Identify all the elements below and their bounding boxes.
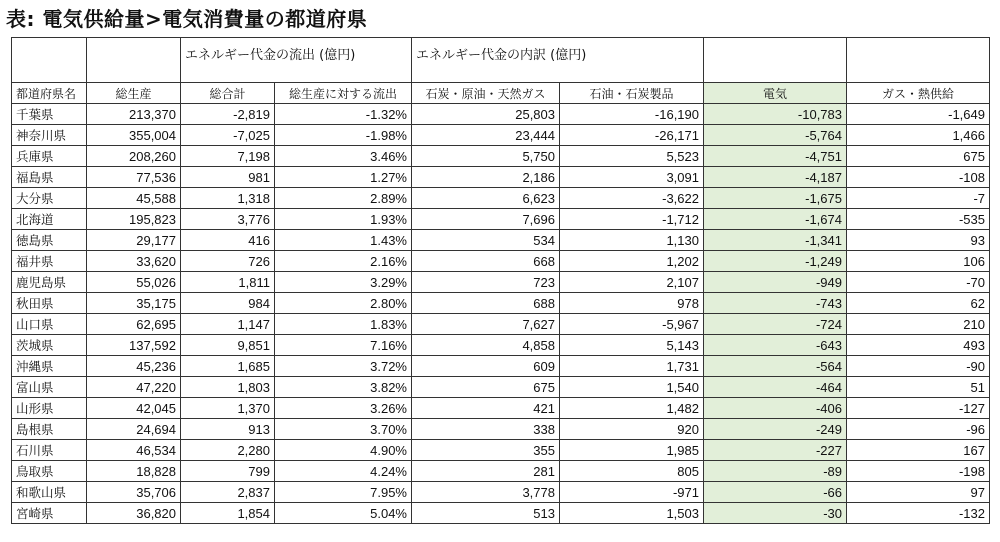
table-cell: 4.24% <box>275 461 412 482</box>
table-cell: 338 <box>412 419 560 440</box>
table-cell: 1.43% <box>275 230 412 251</box>
table-cell: -4,187 <box>704 167 847 188</box>
table-cell: 981 <box>181 167 275 188</box>
table-cell: 609 <box>412 356 560 377</box>
prefecture-name-cell: 鳥取県 <box>12 461 87 482</box>
table-row <box>12 167 990 188</box>
table-cell: 5,143 <box>560 335 704 356</box>
table-cell: 920 <box>560 419 704 440</box>
table-cell: 208,260 <box>87 146 181 167</box>
table-cell: -249 <box>704 419 847 440</box>
table-cell: -90 <box>847 356 990 377</box>
table-cell: 47,220 <box>87 377 181 398</box>
table-cell: -96 <box>847 419 990 440</box>
table-cell: 62,695 <box>87 314 181 335</box>
prefecture-name-cell: 沖縄県 <box>12 356 87 377</box>
table-cell: 97 <box>847 482 990 503</box>
prefecture-name-cell: 和歌山県 <box>12 482 87 503</box>
table-cell: -1.32% <box>275 104 412 125</box>
table-cell: -127 <box>847 398 990 419</box>
table-cell: 3.70% <box>275 419 412 440</box>
prefecture-name-cell: 福井県 <box>12 251 87 272</box>
prefecture-name-cell: 神奈川県 <box>12 125 87 146</box>
table-cell: 55,026 <box>87 272 181 293</box>
table-cell: 3.46% <box>275 146 412 167</box>
table-cell: 2.89% <box>275 188 412 209</box>
table-cell: 3,776 <box>181 209 275 230</box>
table-cell: 1,482 <box>560 398 704 419</box>
table-cell: 1,985 <box>560 440 704 461</box>
table-cell: 3,778 <box>412 482 560 503</box>
table-cell: 675 <box>847 146 990 167</box>
table-cell: -564 <box>704 356 847 377</box>
table-cell: 726 <box>181 251 275 272</box>
table-cell: 805 <box>560 461 704 482</box>
table-cell: -5,764 <box>704 125 847 146</box>
table-cell: 24,694 <box>87 419 181 440</box>
table-cell: -3,622 <box>560 188 704 209</box>
prefecture-energy-table <box>11 37 990 524</box>
prefecture-name-cell: 島根県 <box>12 419 87 440</box>
prefecture-name-cell: 徳島県 <box>12 230 87 251</box>
prefecture-name-cell: 宮崎県 <box>12 503 87 524</box>
table-cell: -1,341 <box>704 230 847 251</box>
table-cell: -2,819 <box>181 104 275 125</box>
table-row <box>12 209 990 230</box>
table-cell: -643 <box>704 335 847 356</box>
table-cell: 978 <box>560 293 704 314</box>
table-row <box>12 440 990 461</box>
table-cell: 7.16% <box>275 335 412 356</box>
group-header-row <box>12 38 990 83</box>
table-cell: 3,091 <box>560 167 704 188</box>
prefecture-name-cell: 北海道 <box>12 209 87 230</box>
table-cell: 1,318 <box>181 188 275 209</box>
table-row <box>12 188 990 209</box>
table-cell: -1.98% <box>275 125 412 146</box>
table-cell: 416 <box>181 230 275 251</box>
table-cell: 7,696 <box>412 209 560 230</box>
table-cell: -535 <box>847 209 990 230</box>
table-cell: 42,045 <box>87 398 181 419</box>
table-cell: 1,130 <box>560 230 704 251</box>
table-cell: 281 <box>412 461 560 482</box>
table-cell: 2.80% <box>275 293 412 314</box>
table-cell: -26,171 <box>560 125 704 146</box>
table-cell: 210 <box>847 314 990 335</box>
column-header: 電気 <box>704 83 847 104</box>
table-cell: 675 <box>412 377 560 398</box>
table-row <box>12 104 990 125</box>
table-cell: 1.27% <box>275 167 412 188</box>
table-cell: 534 <box>412 230 560 251</box>
table-cell: 25,803 <box>412 104 560 125</box>
table-cell: 35,706 <box>87 482 181 503</box>
table-cell: -5,967 <box>560 314 704 335</box>
table-cell: 355,004 <box>87 125 181 146</box>
table-cell: -7,025 <box>181 125 275 146</box>
table-row <box>12 293 990 314</box>
table-cell: -464 <box>704 377 847 398</box>
table-cell: 421 <box>412 398 560 419</box>
table-cell: 213,370 <box>87 104 181 125</box>
table-cell: 2,837 <box>181 482 275 503</box>
table-cell: 106 <box>847 251 990 272</box>
table-row <box>12 461 990 482</box>
table-cell: 195,823 <box>87 209 181 230</box>
page-title: 表: 電気供給量>電気消費量の都道府県 <box>6 7 368 31</box>
prefecture-name-cell: 千葉県 <box>12 104 87 125</box>
table-cell: 1,147 <box>181 314 275 335</box>
table-cell: 1,811 <box>181 272 275 293</box>
table-cell: 7.95% <box>275 482 412 503</box>
table-row <box>12 398 990 419</box>
table-cell: 5,750 <box>412 146 560 167</box>
table-cell: -743 <box>704 293 847 314</box>
table-cell: 51 <box>847 377 990 398</box>
column-header: ガス・熱供給 <box>847 83 990 104</box>
table-cell: 1,370 <box>181 398 275 419</box>
column-header: 石炭・原油・天然ガス <box>412 83 560 104</box>
column-header: 総生産に対する流出 <box>275 83 412 104</box>
table-cell: 1,466 <box>847 125 990 146</box>
table-cell: 29,177 <box>87 230 181 251</box>
table-cell: 355 <box>412 440 560 461</box>
table-cell: 1,540 <box>560 377 704 398</box>
table-cell: 137,592 <box>87 335 181 356</box>
prefecture-name-cell: 山形県 <box>12 398 87 419</box>
group-header-breakdown: エネルギー代金の内訳 (億円) <box>412 38 704 83</box>
table-cell: 36,820 <box>87 503 181 524</box>
table-cell: -66 <box>704 482 847 503</box>
table-cell: 2,107 <box>560 272 704 293</box>
table-cell: 62 <box>847 293 990 314</box>
table-cell: 2.16% <box>275 251 412 272</box>
table-row <box>12 419 990 440</box>
table-cell: -30 <box>704 503 847 524</box>
table-cell: -70 <box>847 272 990 293</box>
table-cell: 1.93% <box>275 209 412 230</box>
column-header: 都道府県名 <box>12 83 87 104</box>
table-cell: 46,534 <box>87 440 181 461</box>
prefecture-name-cell: 福島県 <box>12 167 87 188</box>
table-cell: 77,536 <box>87 167 181 188</box>
table-row <box>12 146 990 167</box>
table-cell: 18,828 <box>87 461 181 482</box>
table-cell: 6,623 <box>412 188 560 209</box>
prefecture-name-cell: 鹿児島県 <box>12 272 87 293</box>
table-cell: 23,444 <box>412 125 560 146</box>
table-cell: 33,620 <box>87 251 181 272</box>
table-cell: -1,675 <box>704 188 847 209</box>
column-header-row <box>12 83 990 104</box>
table-row <box>12 251 990 272</box>
prefecture-name-cell: 山口県 <box>12 314 87 335</box>
table-row <box>12 125 990 146</box>
group-header-empty-3 <box>704 38 847 83</box>
table-cell: 1.83% <box>275 314 412 335</box>
table-cell: -89 <box>704 461 847 482</box>
table-cell: 688 <box>412 293 560 314</box>
group-header-empty-2 <box>87 38 181 83</box>
table-row <box>12 356 990 377</box>
table-cell: 7,198 <box>181 146 275 167</box>
table-cell: -227 <box>704 440 847 461</box>
table-cell: -949 <box>704 272 847 293</box>
table-cell: -1,674 <box>704 209 847 230</box>
table-cell: 799 <box>181 461 275 482</box>
table-cell: 167 <box>847 440 990 461</box>
table-cell: 3.82% <box>275 377 412 398</box>
table-cell: -7 <box>847 188 990 209</box>
table-cell: 5,523 <box>560 146 704 167</box>
table-cell: 513 <box>412 503 560 524</box>
table-row <box>12 314 990 335</box>
table-row <box>12 503 990 524</box>
column-header: 石油・石炭製品 <box>560 83 704 104</box>
table-row <box>12 482 990 503</box>
prefecture-name-cell: 大分県 <box>12 188 87 209</box>
table-cell: 45,588 <box>87 188 181 209</box>
table-row <box>12 272 990 293</box>
table-cell: 3.29% <box>275 272 412 293</box>
table-cell: 2,280 <box>181 440 275 461</box>
table-cell: -971 <box>560 482 704 503</box>
column-header: 総生産 <box>87 83 181 104</box>
table-cell: -10,783 <box>704 104 847 125</box>
prefecture-name-cell: 茨城県 <box>12 335 87 356</box>
table-cell: 1,731 <box>560 356 704 377</box>
table-cell: 3.26% <box>275 398 412 419</box>
table-cell: 1,803 <box>181 377 275 398</box>
table-cell: 493 <box>847 335 990 356</box>
prefecture-name-cell: 兵庫県 <box>12 146 87 167</box>
prefecture-name-cell: 秋田県 <box>12 293 87 314</box>
table-cell: 984 <box>181 293 275 314</box>
table-cell: -1,649 <box>847 104 990 125</box>
table-cell: 1,503 <box>560 503 704 524</box>
table-cell: -4,751 <box>704 146 847 167</box>
group-header-outflow: エネルギー代金の流出 (億円) <box>181 38 412 83</box>
table-cell: -132 <box>847 503 990 524</box>
table-row <box>12 230 990 251</box>
table-cell: 668 <box>412 251 560 272</box>
table-cell: 4,858 <box>412 335 560 356</box>
column-header: 総合計 <box>181 83 275 104</box>
group-header-empty-4 <box>847 38 990 83</box>
table-cell: -198 <box>847 461 990 482</box>
table-cell: 3.72% <box>275 356 412 377</box>
table-cell: -108 <box>847 167 990 188</box>
table-cell: 1,202 <box>560 251 704 272</box>
table-cell: -406 <box>704 398 847 419</box>
table-row <box>12 335 990 356</box>
table-cell: -1,712 <box>560 209 704 230</box>
table-cell: 35,175 <box>87 293 181 314</box>
prefecture-name-cell: 石川県 <box>12 440 87 461</box>
table-cell: 2,186 <box>412 167 560 188</box>
group-header-empty-1 <box>12 38 87 83</box>
table-cell: 9,851 <box>181 335 275 356</box>
prefecture-name-cell: 富山県 <box>12 377 87 398</box>
table-cell: 4.90% <box>275 440 412 461</box>
table-cell: -16,190 <box>560 104 704 125</box>
table-cell: 1,854 <box>181 503 275 524</box>
table-cell: 7,627 <box>412 314 560 335</box>
table-cell: 45,236 <box>87 356 181 377</box>
table-row <box>12 377 990 398</box>
table-cell: 723 <box>412 272 560 293</box>
table-cell: -724 <box>704 314 847 335</box>
table-cell: 913 <box>181 419 275 440</box>
table-cell: 5.04% <box>275 503 412 524</box>
table-cell: 93 <box>847 230 990 251</box>
table-cell: 1,685 <box>181 356 275 377</box>
table-cell: -1,249 <box>704 251 847 272</box>
